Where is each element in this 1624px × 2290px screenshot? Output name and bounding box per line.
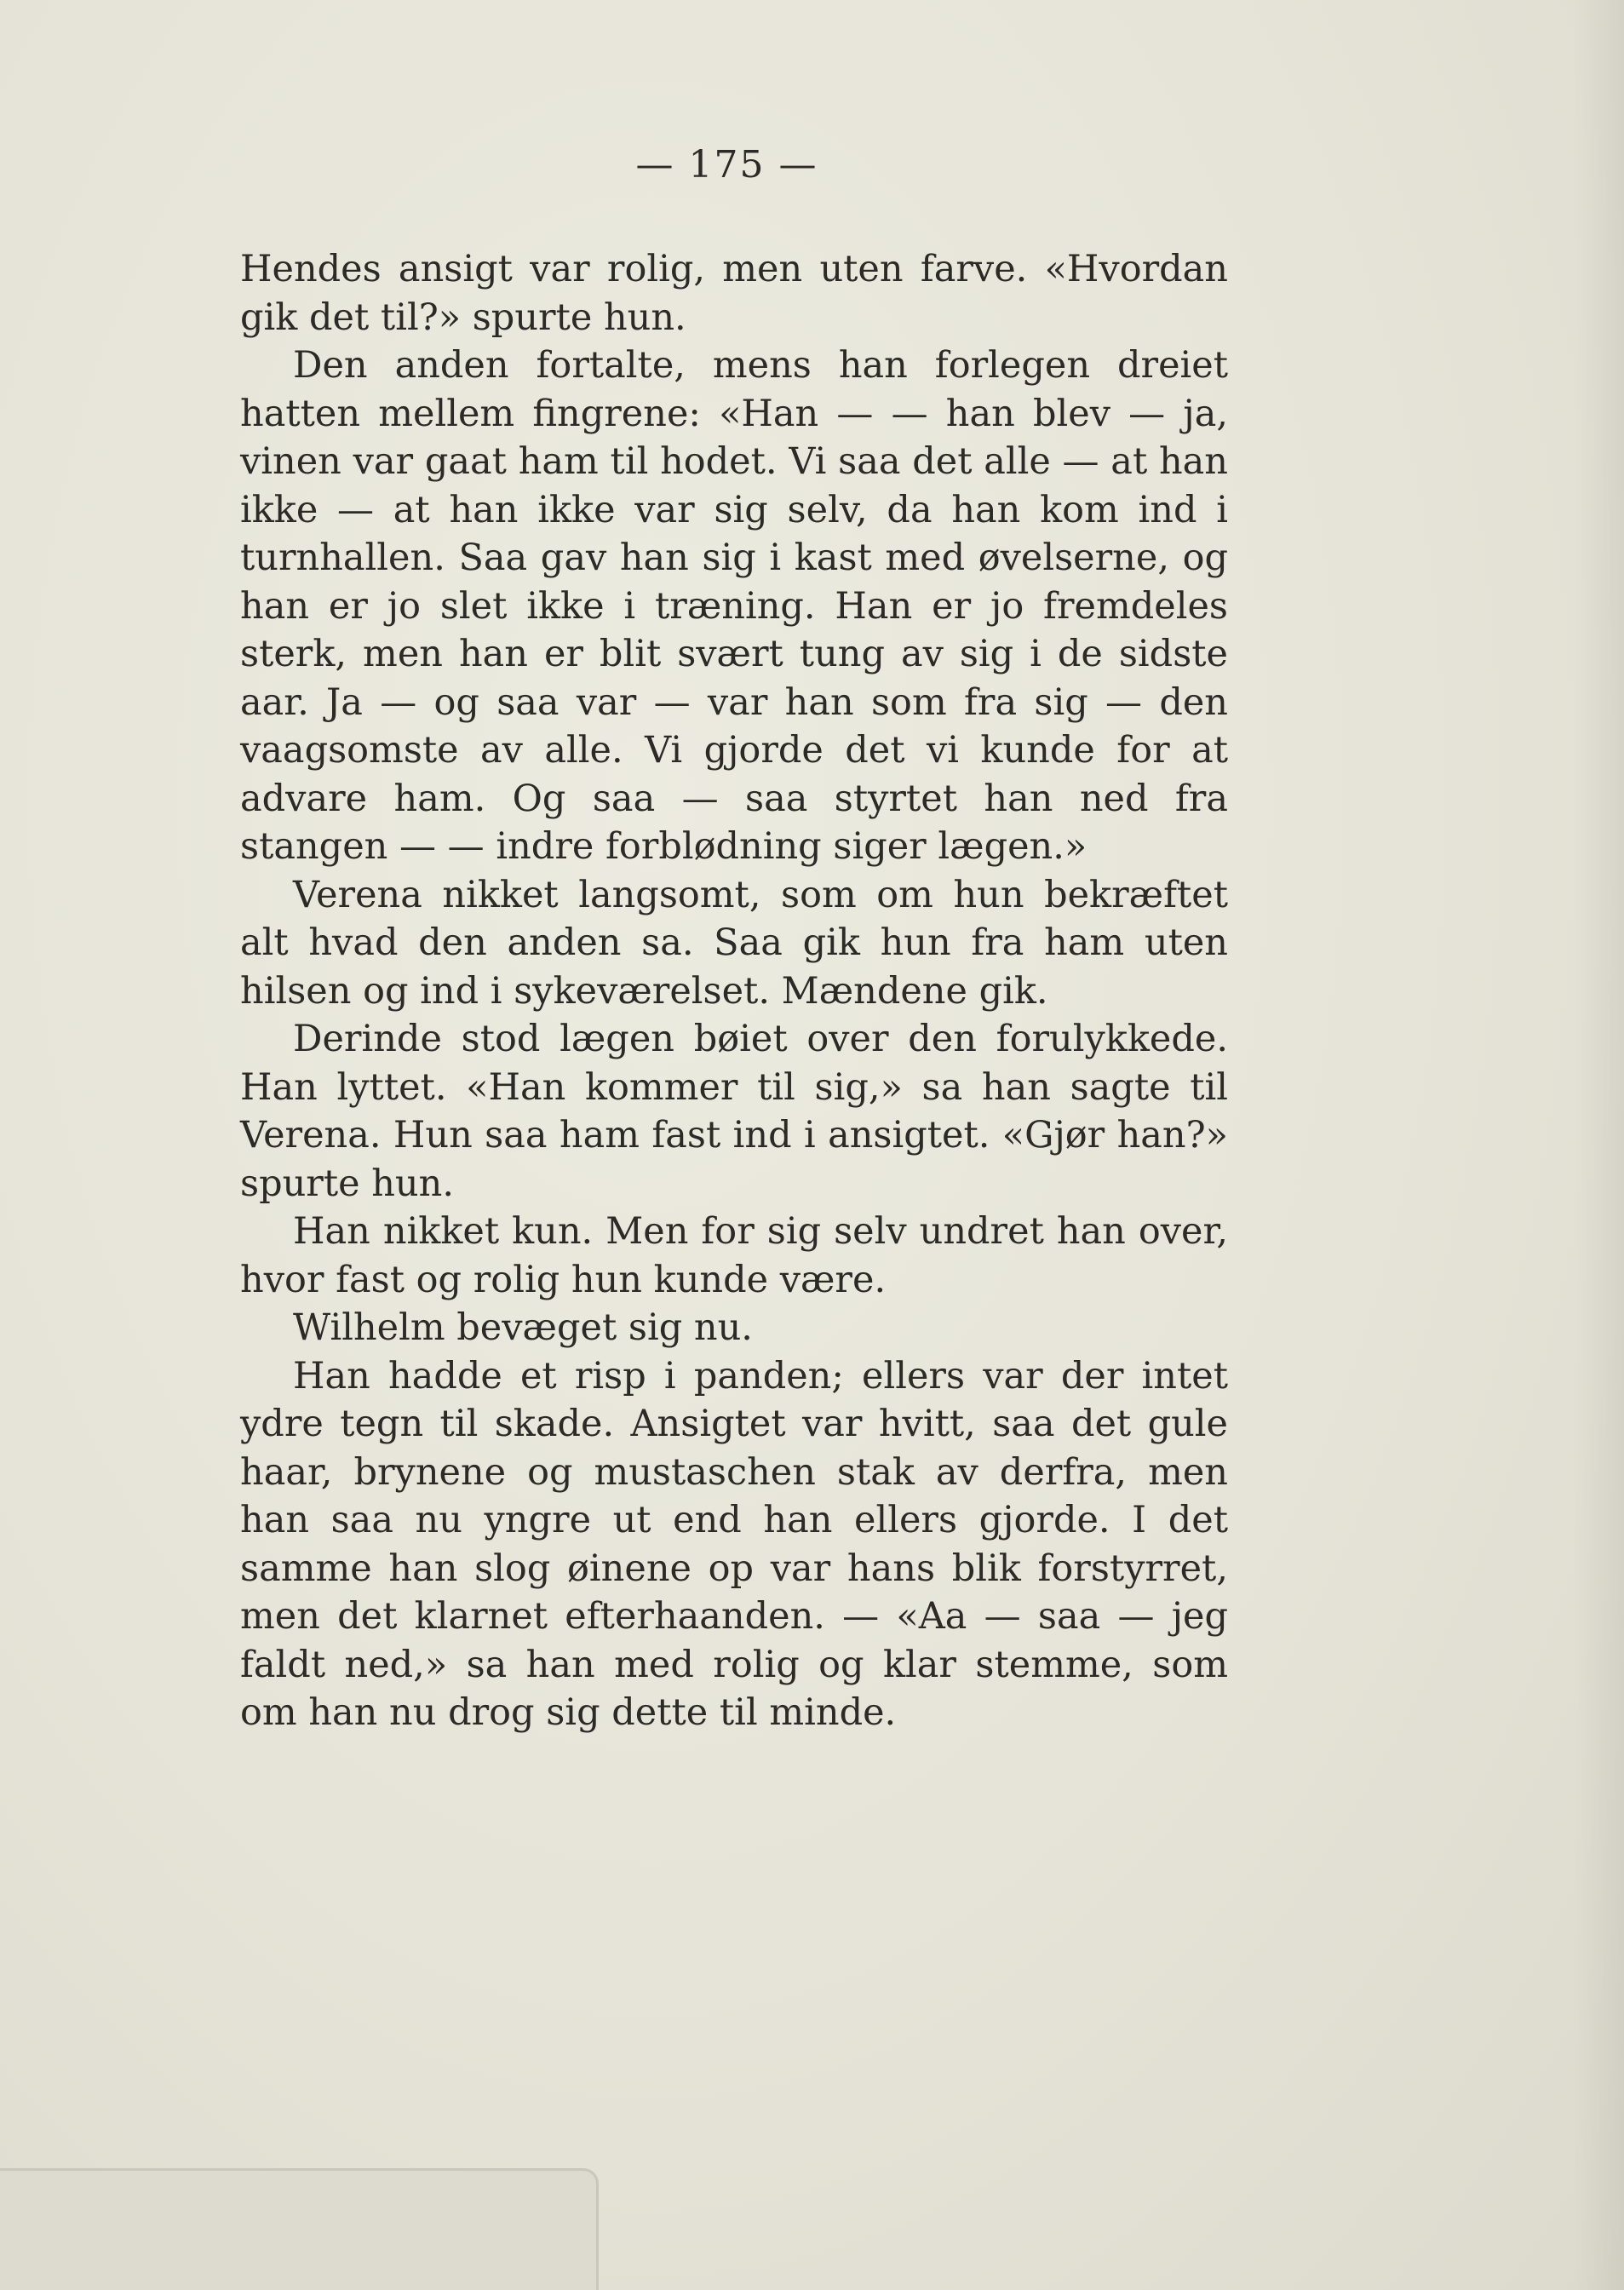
paragraph: Wilhelm bevæget sig nu. (293, 1306, 753, 1349)
paragraph: Verena nikket langsomt, som om hun bekræftet alt hvad den anden sa. Saa gik hun fra ham uten hilsen og ind i sykeværelset. Mændene gik. (240, 873, 1228, 1013)
page-edge-shadow (1573, 0, 1624, 2290)
paragraph: Han nikket kun. Men for sig selv undret han over, hvor fast og rolig hun kunde være. (240, 1210, 1228, 1301)
paragraph: Den anden fortalte, mens han forlegen dreiet hatten mellem fingrene: «Han — — han blev — ja, vinen var gaat ham til hodet. Vi saa det alle — at han ikke — at han ikke var sig selv, da han kom ind i turnhallen. Saa gav han sig i kast med øvelserne, og han er jo slet ikke i træning. Han er jo fremdeles sterk, men han er blit svært tung av sig i de sidste aar. Ja — og saa var — var han som fra sig — den vaagsomste av alle. Vi gjorde det vi kunde for at advare ham. Og saa — saa styrtet han ned fra stangen — — indre forblødning siger lægen.» (240, 344, 1228, 868)
page-number: — 175 — (635, 143, 818, 187)
body-text (240, 245, 1228, 1737)
paragraph: Hendes ansigt var rolig, men uten farve. «Hvordan gik det til?» spurte hun. (240, 248, 1228, 339)
paragraph: Han hadde et risp i panden; ellers var der intet ydre tegn til skade. Ansigtet var hvitt, saa det gule haar, brynene og mustaschen stak av derfra, men han saa nu yngre ut end han ellers gjorde. I det samme han slog øinene op var hans blik forstyrret, men det klarnet efterhaanden. — «Aa — saa — jeg faldt ned,» sa han med rolig og klar stemme, som om han nu drog sig dette til minde. (240, 1354, 1228, 1734)
paragraph: Derinde stod lægen bøiet over den forulykkede. Han lyttet. «Han kommer til sig,» sa han sagte til Verena. Hun saa ham fast ind i ansigtet. «Gjør han?» spurte hun. (240, 1018, 1228, 1205)
underlying-page-edge (0, 2168, 599, 2290)
